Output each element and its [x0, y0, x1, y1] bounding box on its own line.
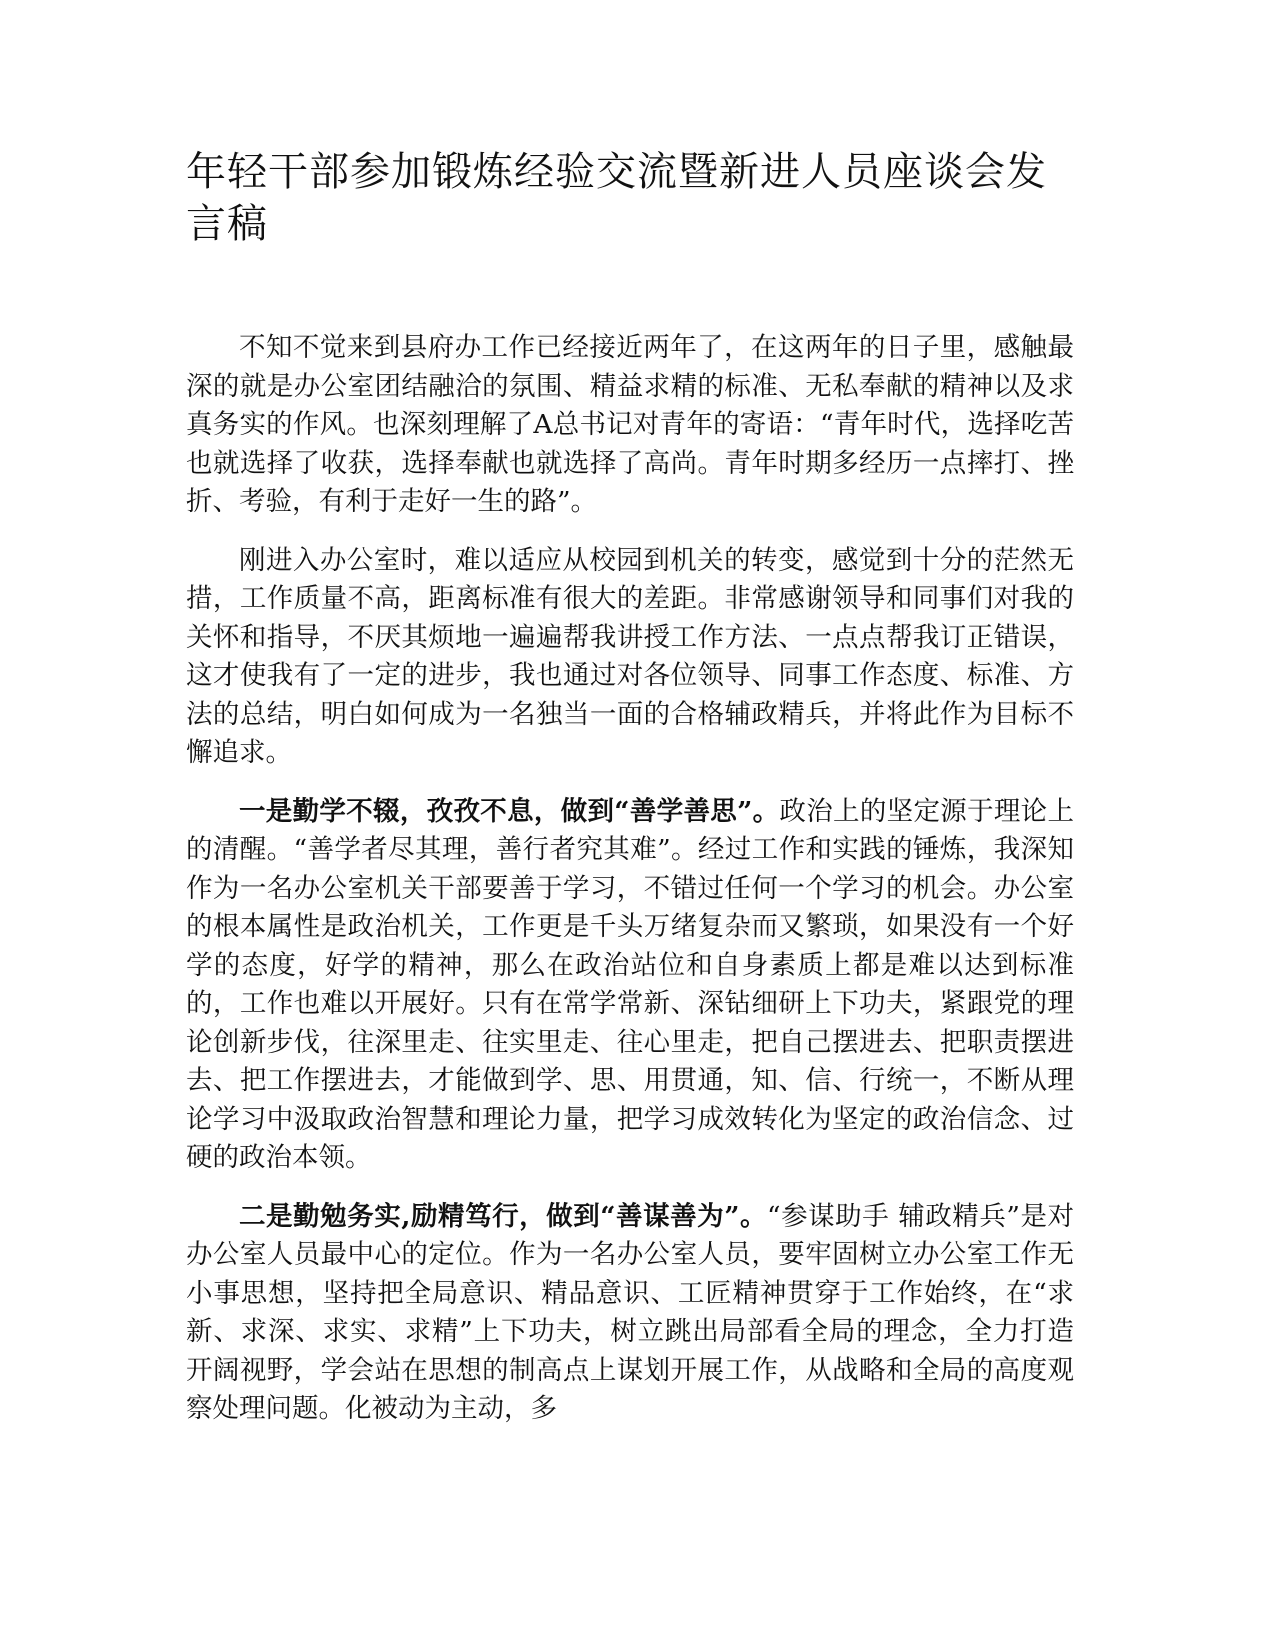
paragraph-lead: 一是勤学不辍，孜孜不息，做到“善学善思”。: [239, 795, 780, 827]
paragraph-point-two: [186, 1198, 1074, 1429]
paragraph-text: 刚进入办公室时，难以适应从校园到机关的转变，感觉到十分的茫然无措，工作质量不高，距离标准有很大的差距。非常感谢领导和同事们对我的关怀和指导，不厌其烦地一遍遍帮我讲授工作方法、一点点帮我订正错误，这才使我有了一定的进步，我也通过对各位领导、同事工作态度、标准、方法的总结，明白如何成为一名独当一面的合格辅政精兵，并将此作为目标不懈追求。: [186, 544, 1074, 768]
paragraph-lead: 二是勤勉务实,励精笃行，做到“善谋善为”。: [239, 1200, 768, 1232]
paragraph-point-one: [186, 793, 1074, 1178]
document-title: 年轻干部参加锻炼经验交流暨新进人员座谈会发言稿: [186, 149, 1047, 247]
paragraph-text: 不知不觉来到县府办工作已经接近两年了，在这两年的日子里，感触最深的就是办公室团结融洽的氛围、精益求精的标准、无私奉献的精神以及求真务实的作风。也深刻理解了A总书记对青年的寄语：“青年时代，选择吃苦也就选择了收获，选择奉献也就选择了高尚。青年时期多经历一点摔打、挫折、考验，有利于走好一生的路”。: [186, 332, 1074, 517]
document-body: [186, 329, 1074, 1449]
paragraph-experience: [186, 542, 1074, 773]
paragraph-text: “参谋助手 辅政精兵”是对办公室人员最中心的定位。作为一名办公室人员，要牢固树立办公室工作无小事思想，坚持把全局意识、精品意识、工匠精神贯穿于工作始终，在“求新、求深、求实、求精”上下功夫，树立跳出局部看全局的理念，全力打造开阔视野，学会站在思想的制高点上谋划开展工作，从战略和全局的高度观察处理问题。化被动为主动，多: [186, 1200, 1074, 1424]
paragraph-text: 政治上的坚定源于理论上的清醒。“善学者尽其理，善行者究其难”。经过工作和实践的锤炼，我深知作为一名办公室机关干部要善于学习，不错过任何一个学习的机会。办公室的根本属性是政治机关，工作更是千头万绪复杂而又繁琐，如果没有一个好学的态度，好学的精神，那么在政治站位和自身素质上都是难以达到标准的，工作也难以开展好。只有在常学常新、深钻细研上下功夫，紧跟党的理论创新步伐，往深里走、往实里走、往心里走，把自己摆进去、把职责摆进去、把工作摆进去，才能做到学、思、用贯通，知、信、行统一，不断从理论学习中汲取政治智慧和理论力量，把学习成效转化为坚定的政治信念、过硬的政治本领。: [186, 795, 1074, 1173]
paragraph-intro: [186, 329, 1074, 522]
